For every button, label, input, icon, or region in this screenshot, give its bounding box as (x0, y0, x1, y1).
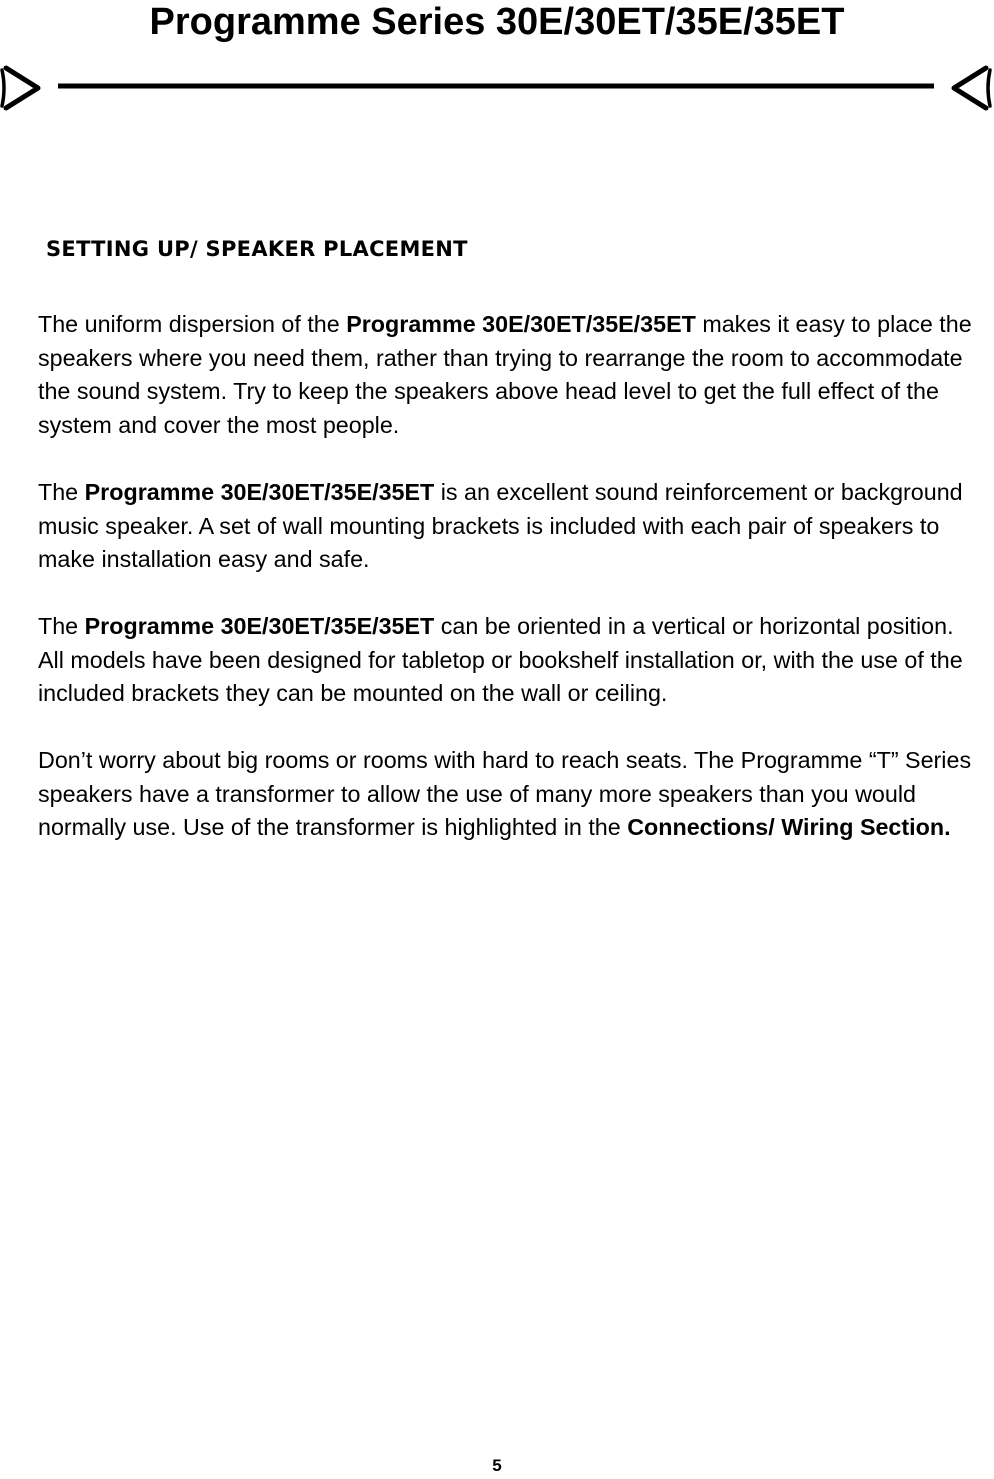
page-title: Programme Series 30E/30ET/35E/35ET (149, 1, 845, 43)
paragraph: The Programme 30E/30ET/35E/35ET can be oriented in a vertical or horizontal position. All models have been designed for tabletop or bookshelf installation or, with the use of the included brackets they can be mounted on the wall or ceiling. (38, 612, 963, 707)
chevron-left-icon (954, 68, 990, 108)
paragraph: The Programme 30E/30ET/35E/35ET is an excellent sound reinforcement or background music speaker. A set of wall mounting brackets is included with each pair of speakers to make installation easy and safe. (38, 478, 963, 573)
section-heading: SETTING UP/ SPEAKER PLACEMENT (46, 237, 468, 261)
chevron-right-icon (2, 68, 38, 108)
header-rule (0, 58, 994, 118)
paragraph: Don’t worry about big rooms or rooms with hard to reach seats. The Programme “T” Series speakers have a transformer to allow the use of many more speakers than you would normally use. Use of the transformer is highlighted in the Connections/ Wiring Section. (38, 747, 972, 841)
body-text (38, 308, 983, 878)
paragraph: The uniform dispersion of the Programme 30E/30ET/35E/35ET makes it easy to place the speakers where you need them, rather than trying to rearrange the room to accommodate the sound system. Try to keep the speakers above head level to get the full effect of the system and cover the most people. (38, 311, 972, 439)
page-number: 5 (492, 1456, 502, 1475)
